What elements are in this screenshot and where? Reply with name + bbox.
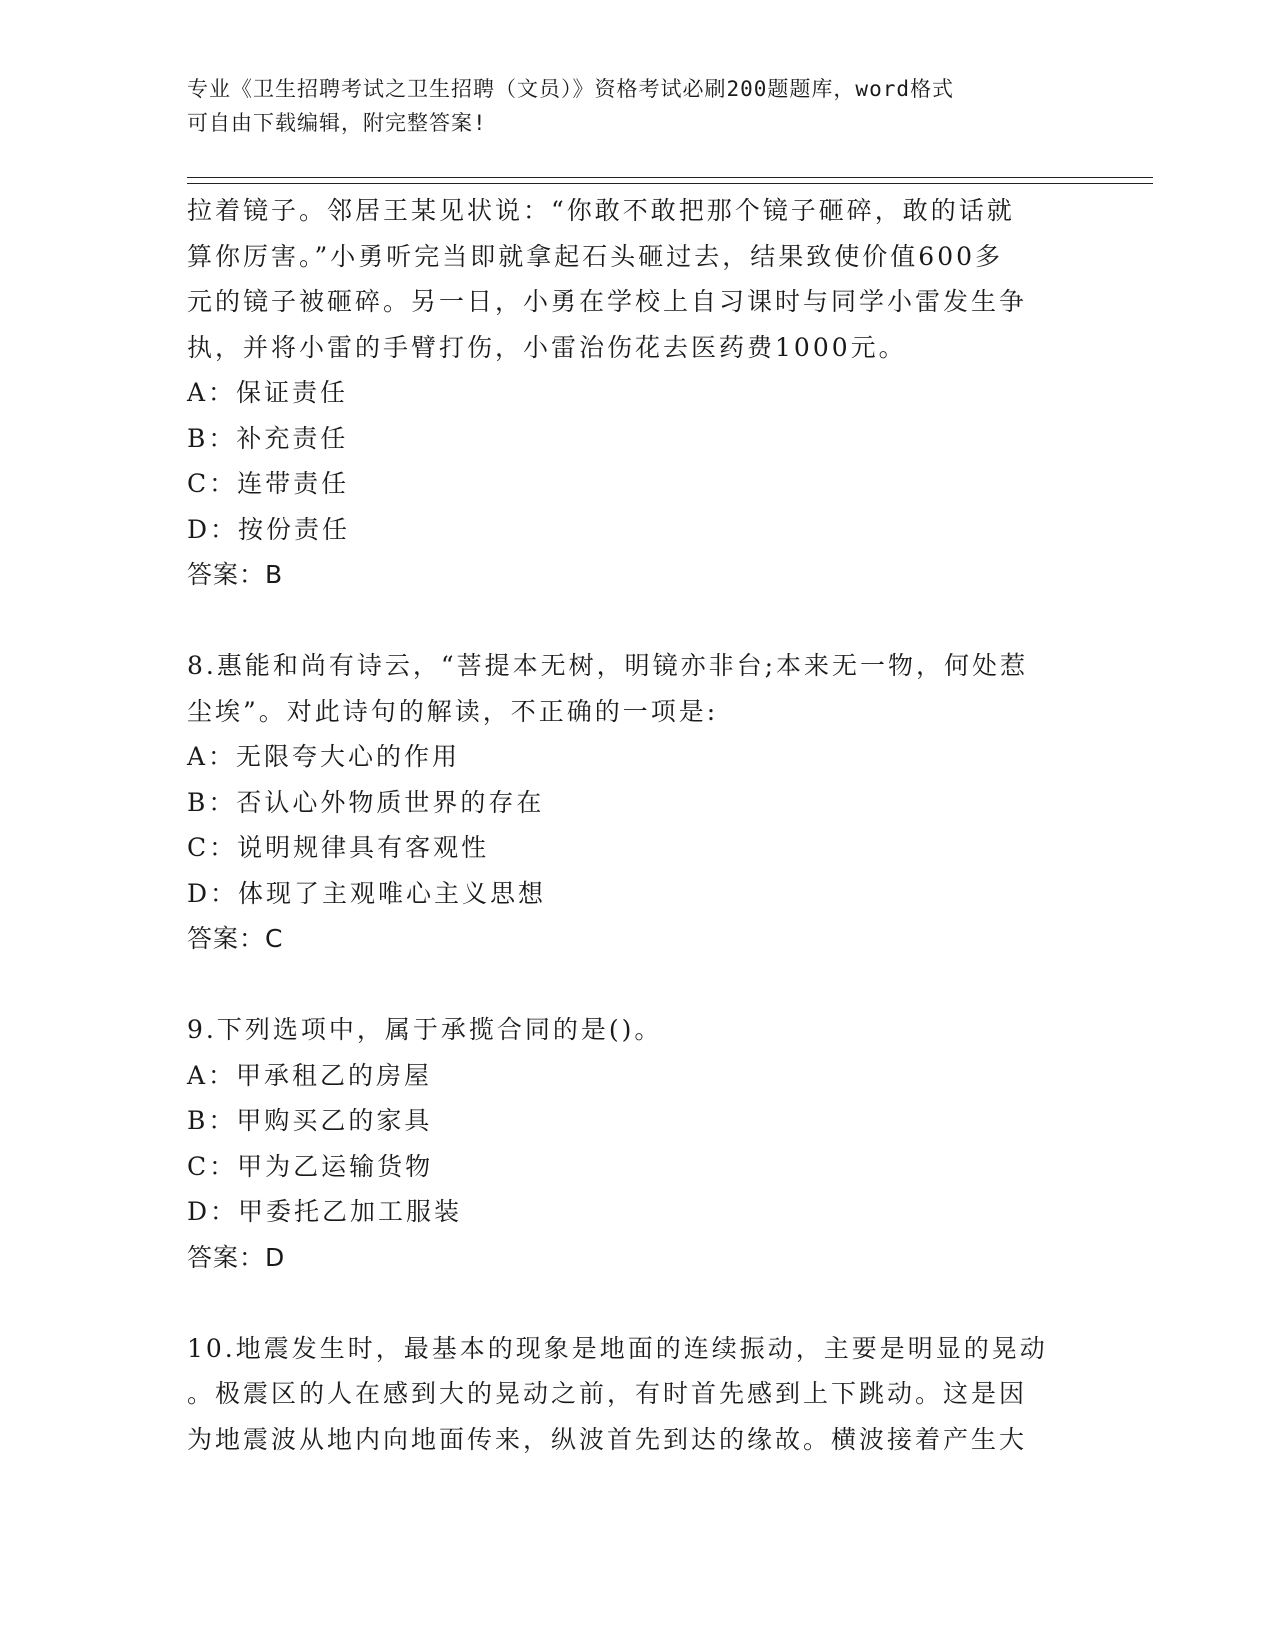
option-c: C：连带责任 xyxy=(187,469,350,498)
question-9 xyxy=(187,1007,1087,1280)
option-d: D：体现了主观唯心主义思想 xyxy=(187,878,547,908)
option-c: C：甲为乙运输货物 xyxy=(187,1151,434,1181)
question-text-line: 。极震区的人在感到大的晃动之前，有时首先感到上下跳动。这是因 xyxy=(187,1379,1028,1408)
document-header xyxy=(187,72,1067,140)
spacer xyxy=(187,598,1087,644)
option-b: B：甲购买乙的家具 xyxy=(187,1106,433,1135)
option-b: B：否认心外物质世界的存在 xyxy=(187,787,545,817)
option-a: A：保证责任 xyxy=(187,378,349,407)
header-line-2: 可自由下载编辑，附完整答案! xyxy=(187,111,487,135)
question-10 xyxy=(187,1326,1087,1463)
question-text-line: 算你厉害。”小勇听完当即就拿起石头砸过去，结果致使价值600多 xyxy=(187,241,1004,271)
question-text-line: 拉着镜子。邻居王某见状说：“你敢不敢把那个镜子砸碎，敢的话就 xyxy=(187,196,1015,225)
spacer xyxy=(187,962,1087,1008)
answer-label: 答案：C xyxy=(187,924,284,953)
question-8 xyxy=(187,643,1087,962)
header-rule-bottom xyxy=(187,183,1153,184)
question-text-line: 为地震波从地内向地面传来，纵波首先到达的缘故。横波接着产生大 xyxy=(187,1424,1028,1454)
document-body xyxy=(187,188,1087,1462)
option-a: A：无限夸大心的作用 xyxy=(187,742,461,771)
question-text-line: 执，并将小雷的手臂打伤，小雷治伤花去医药费1000元。 xyxy=(187,332,907,362)
question-text-line: 10.地震发生时，最基本的现象是地面的连续振动，主要是明显的晃动 xyxy=(187,1333,1048,1363)
answer-label: 答案：B xyxy=(187,560,284,589)
header-line-1: 专业《卫生招聘考试之卫生招聘（文员）》资格考试必刷200题题库，word格式 xyxy=(187,77,954,101)
question-text-line: 8.惠能和尚有诗云，“菩提本无树，明镜亦非台;本来无一物，何处惹 xyxy=(187,651,1029,680)
answer-label: 答案：D xyxy=(187,1242,286,1272)
spacer xyxy=(187,1280,1087,1326)
question-text-line: 尘埃”。对此诗句的解读，不正确的一项是: xyxy=(187,696,719,726)
option-d: D：按份责任 xyxy=(187,514,351,544)
option-a: A：甲承租乙的房屋 xyxy=(187,1060,433,1090)
option-c: C：说明规律具有客观性 xyxy=(187,833,490,862)
header-rule-top xyxy=(187,177,1153,178)
question-7 xyxy=(187,188,1087,598)
question-text-line: 9.下列选项中，属于承揽合同的是()。 xyxy=(187,1015,663,1044)
option-b: B：补充责任 xyxy=(187,423,349,453)
question-text-line: 元的镜子被砸碎。另一日，小勇在学校上自习课时与同学小雷发生争 xyxy=(187,287,1028,316)
option-d: D：甲委托乙加工服装 xyxy=(187,1197,463,1226)
